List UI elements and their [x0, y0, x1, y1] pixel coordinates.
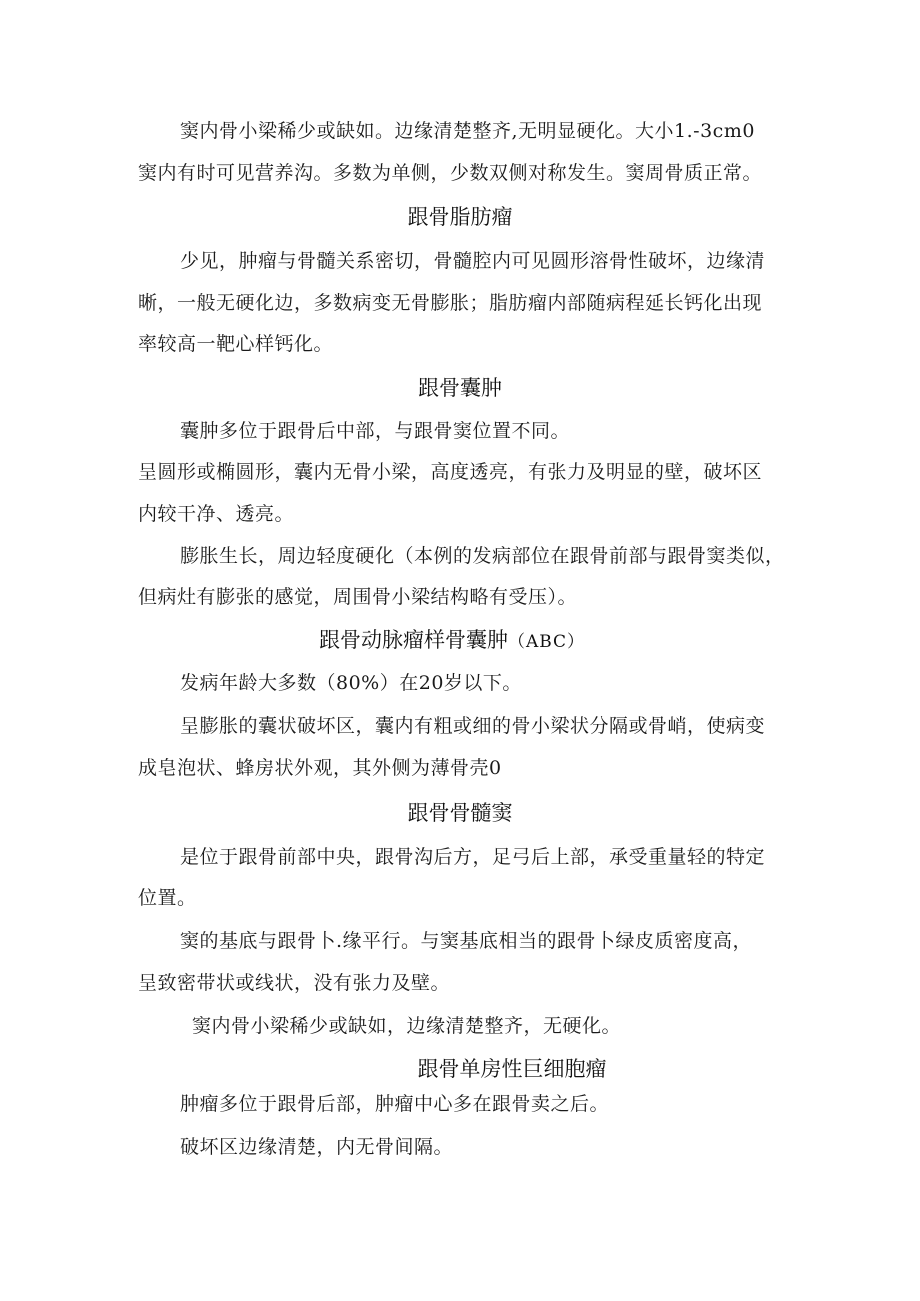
- section-heading-cyst: 跟骨囊肿: [418, 376, 502, 400]
- paragraph-line: 是位于跟骨前部中央，跟骨沟后方，足弓后上部，承受重量轻的特定: [180, 846, 766, 868]
- paragraph-line: 囊肿多位于跟骨后中部，与跟骨窦位置不同。: [180, 420, 571, 442]
- paragraph-line: 呈膨胀的囊状破坏区，囊内有粗或细的骨小梁状分隔或骨峭，使病变: [180, 715, 766, 737]
- paragraph-line: 呈圆形或椭圆形，囊内无骨小梁，高度透亮，有张力及明显的壁，破坏区: [138, 461, 763, 483]
- paragraph-line: 位置。: [138, 887, 197, 909]
- paragraph-line: 率较高一靶心样钙化。: [138, 333, 334, 355]
- paragraph-line: 肿瘤多位于跟骨后部，肿瘤中心多在跟骨卖之后。: [180, 1093, 610, 1115]
- section-heading-giant-cell-tumor: 跟骨单房性巨细胞瘤: [417, 1057, 607, 1081]
- section-heading-abc: [0, 626, 912, 656]
- paragraph-line: 晰，一般无硬化边，多数病变无骨膨胀；脂肪瘤内部随病程延长钙化出现: [138, 292, 763, 314]
- section-heading-abc-title: 跟骨动脉瘤样骨囊肿: [318, 628, 508, 652]
- paragraph-line: 成皂泡状、蜂房状外观，其外侧为薄骨壳0: [138, 757, 502, 779]
- paragraph-line: 少见，肿瘤与骨髓关系密切，骨髓腔内可见圆形溶骨性破坏，边缘清: [180, 250, 766, 272]
- section-heading-lipoma: 跟骨脂肪瘤: [407, 205, 513, 229]
- paragraph-line: 窦内骨小梁稀少或缺如。边缘清楚整齐,无明显硬化。大小1.-3cm0: [180, 120, 755, 142]
- paragraph-line: 破坏区边缘清楚，内无骨间隔。: [180, 1136, 454, 1158]
- section-heading-abc-subtitle: （ABC）: [507, 632, 586, 652]
- section-heading-sinus: 跟骨骨髓窦: [407, 801, 513, 825]
- paragraph-line: 窦内骨小梁稀少或缺如，边缘清楚整齐，无硬化。: [192, 1015, 622, 1037]
- paragraph-line: 发病年龄大多数（80%）在20岁以下。: [180, 672, 522, 694]
- paragraph-line: 呈致密带状或线状，没有张力及壁。: [138, 972, 451, 994]
- paragraph-line: 窦的基底与跟骨卜.缘平行。与窦基底相当的跟骨卜绿皮质密度高，: [180, 930, 753, 952]
- paragraph-line: 但病灶有膨张的感觉，周围骨小梁结构略有受压）。: [138, 586, 578, 608]
- paragraph-line: 膨胀生长，周边轻度硬化（本例的发病部位在跟骨前部与跟骨窦类似，: [180, 545, 785, 567]
- paragraph-line: 窦内有时可见营养沟。多数为单侧，少数双侧对称发生。窦周骨质正常。: [138, 162, 763, 184]
- paragraph-line: 内较干净、透亮。: [138, 503, 295, 525]
